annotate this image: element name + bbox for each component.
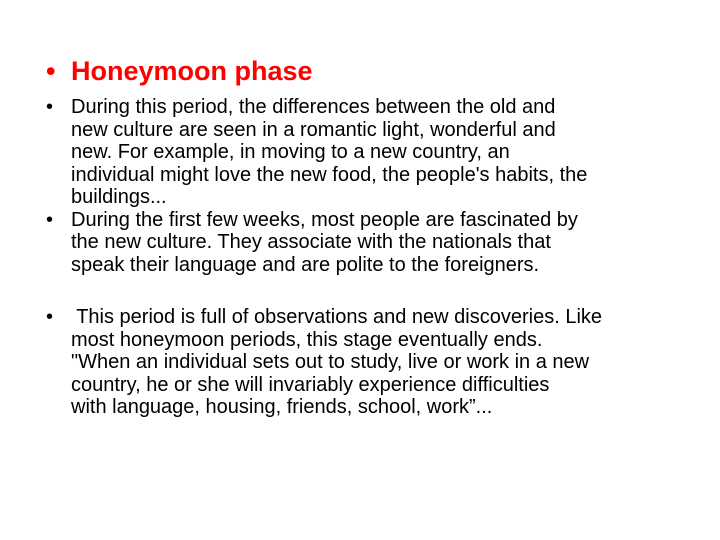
title-bullet: • <box>46 56 56 86</box>
bullet-marker: • <box>46 306 54 328</box>
title-text: Honeymoon phase <box>71 56 313 86</box>
text-line: most honeymoon periods, this stage eventually ends. <box>71 328 543 351</box>
text-line: individual might love the new food, the people's habits, the <box>71 163 588 186</box>
slide-title <box>46 56 313 87</box>
text-line: with language, housing, friends, school, work”... <box>71 396 493 418</box>
text-line: new culture are seen in a romantic light, wonderful and <box>71 118 556 141</box>
text-line: buildings... <box>71 186 167 208</box>
bullet-text <box>71 209 686 277</box>
text-line: During this period, the differences between the old and <box>71 96 556 118</box>
bullet-item-2 <box>46 209 686 277</box>
text-line: This period is full of observations and new discoveries. Like <box>71 306 603 328</box>
text-line: During the first few weeks, most people are fascinated by <box>71 208 578 231</box>
text-line: the new culture. They associate with the nationals that <box>71 231 551 253</box>
bullet-item-3 <box>46 306 686 419</box>
text-line: speak their language and are polite to the foreigners. <box>71 253 540 276</box>
text-line: new. For example, in moving to a new country, an <box>71 141 510 163</box>
bullet-marker: • <box>46 208 54 231</box>
bullet-list <box>46 96 686 419</box>
bullet-marker: • <box>46 96 54 118</box>
bullet-text <box>71 306 686 419</box>
text-line: "When an individual sets out to study, live or work in a new <box>71 351 590 373</box>
bullet-text <box>71 96 686 209</box>
bullet-item-1 <box>46 96 686 209</box>
text-line: country, he or she will invariably experience difficulties <box>71 373 550 396</box>
